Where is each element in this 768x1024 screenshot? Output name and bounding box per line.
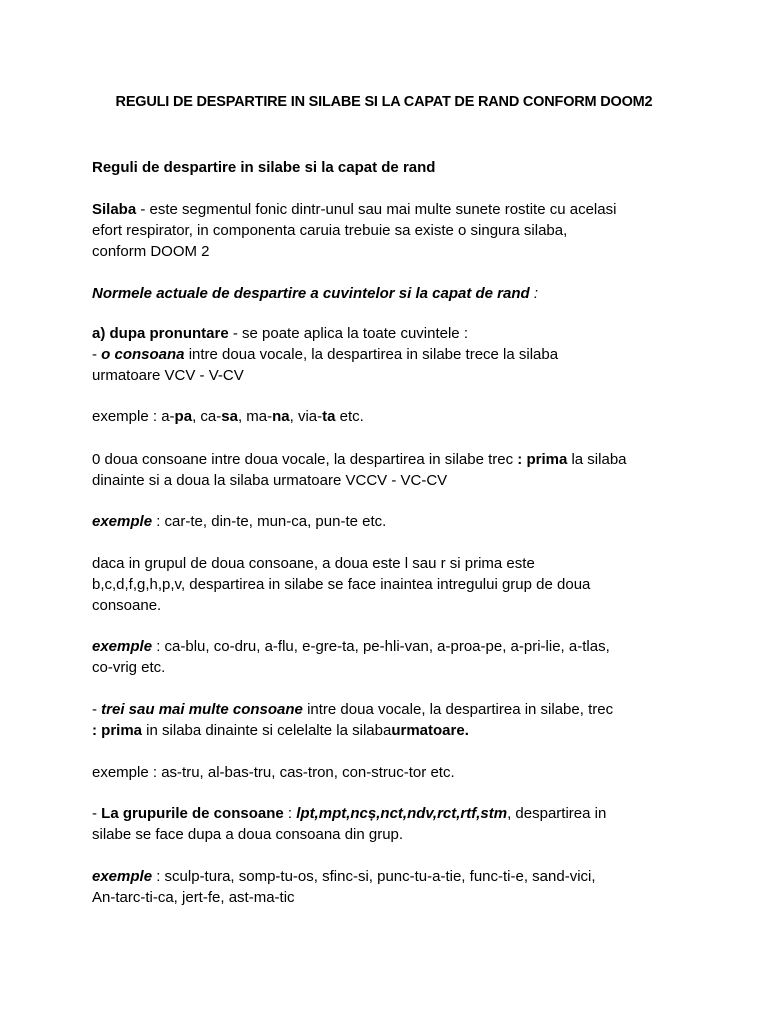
rule-a-text: - se poate aplica la toate cuvintele : — [228, 325, 468, 342]
example-1-part: sa — [221, 408, 238, 425]
example-2-label: exemple — [92, 513, 153, 530]
example-1-part: na — [272, 408, 290, 425]
rule-groups-line-1 — [92, 804, 692, 824]
rule-a-term: o consoana — [101, 346, 185, 363]
rule-three-dash: - — [92, 701, 102, 718]
rule-three-bold: : prima — [92, 722, 143, 739]
silaba-term: Silaba — [92, 201, 137, 218]
example-4-text: as-tru, al-bas-tru, cas-tron, con-struc-tor etc. — [161, 764, 455, 781]
rule-lr-line-2: b,c,d,f,g,h,p,v, despartirea in silabe se face inaintea intregului grup de doua — [92, 576, 591, 593]
example-1-part: ta — [322, 408, 336, 425]
rule-two-line-1 — [92, 450, 692, 470]
norme-heading — [92, 284, 692, 304]
rule-two-text2: la silaba — [567, 451, 627, 468]
rule-two-line-2: dinainte si a doua la silaba urmatoare VCCV - VC-CV — [92, 472, 448, 489]
rule-two-bold: : prima — [517, 451, 568, 468]
example-1-part: , ma- — [237, 408, 273, 425]
rule-a-line-3: urmatoare VCV - V-CV — [92, 367, 244, 384]
subtitle-text: Reguli de despartire in silabe si la capat de rand — [92, 159, 436, 176]
norme-heading-text: Normele actuale de despartire a cuvintelor si la capat de rand — [92, 285, 530, 302]
example-1-part: , ca- — [192, 408, 222, 425]
norme-heading-colon: : — [529, 285, 539, 302]
rule-two-text1: doua consoane intre doua vocale, la despartirea in silabe trec — [100, 451, 518, 468]
rule-groups-line-2: silabe se face dupa a doua consoana din grup. — [92, 826, 404, 843]
rule-groups-colon: : — [283, 805, 297, 822]
rule-groups-text: , despartirea in — [507, 805, 607, 822]
rule-a-line-1 — [92, 324, 692, 344]
example-1-part: etc. — [335, 408, 364, 425]
example-4 — [92, 763, 692, 783]
rule-groups-term: La grupurile de consoane — [101, 805, 284, 822]
rule-a-label: a) dupa pronuntare — [92, 325, 229, 342]
rule-three-bold2: urmatoare. — [391, 722, 469, 739]
example-3-line-2: co-vrig etc. — [92, 659, 166, 676]
example-5-label: exemple — [92, 868, 153, 885]
silaba-definition-text: - este segmentul fonic dintr-unul sau mai multe sunete rostite cu acelasi — [136, 201, 617, 218]
example-1 — [92, 407, 692, 427]
rule-three-line2-text: in silaba dinainte si celelalte la silaba — [142, 722, 392, 739]
rule-lr-line-3: consoane. — [92, 597, 162, 614]
rule-three-line-2 — [92, 721, 692, 741]
rule-three-line-1 — [92, 700, 692, 720]
example-3-line-1 — [92, 637, 692, 657]
rule-three-text: intre doua vocale, la despartirea in silabe, trec — [302, 701, 614, 718]
example-5-line-1 — [92, 867, 692, 887]
rule-a-dash: - — [92, 346, 102, 363]
example-3-label: exemple — [92, 638, 153, 655]
example-5-line-2: An-tarc-ti-ca, jert-fe, ast-ma-tic — [92, 889, 295, 906]
rule-a-line2-text: intre doua vocale, la despartirea in silabe trece la silaba — [184, 346, 559, 363]
example-1-part: , via- — [289, 408, 323, 425]
rule-lr-line-1: daca in grupul de doua consoane, a doua este l sau r si prima este — [92, 555, 535, 572]
example-1-prefix: exemple : — [92, 408, 162, 425]
document-title: REGULI DE DESPARTIRE IN SILABE SI LA CAPAT DE RAND CONFORM DOOM2 — [115, 94, 653, 110]
example-1-part: pa — [174, 408, 193, 425]
example-3-text: : ca-blu, co-dru, a-flu, e-gre-ta, pe-hli-van, a-proa-pe, a-pri-lie, a-tlas, — [152, 638, 610, 655]
silaba-definition-line-3: conform DOOM 2 — [92, 243, 210, 260]
example-5-text: : sculp-tura, somp-tu-os, sfinc-si, punc-tu-a-tie, func-ti-e, sand-vici, — [152, 868, 596, 885]
section-subtitle — [92, 158, 692, 178]
rule-three-term: trei sau mai multe consoane — [101, 701, 303, 718]
example-2-text: : car-te, din-te, mun-ca, pun-te etc. — [152, 513, 387, 530]
example-4-prefix: exemple : — [92, 764, 162, 781]
silaba-definition-line-1 — [92, 200, 692, 220]
rule-groups-list: lpt,mpt,ncș,nct,ndv,rct,rtf,stm — [296, 805, 508, 822]
silaba-definition-line-2: efort respirator, in componenta caruia trebuie sa existe o singura silaba, — [92, 222, 568, 239]
rule-two-lead: 0 — [92, 451, 101, 468]
example-2 — [92, 512, 692, 532]
example-1-part: a- — [161, 408, 175, 425]
rule-groups-dash: - — [92, 805, 102, 822]
rule-a-line-2 — [92, 345, 692, 365]
